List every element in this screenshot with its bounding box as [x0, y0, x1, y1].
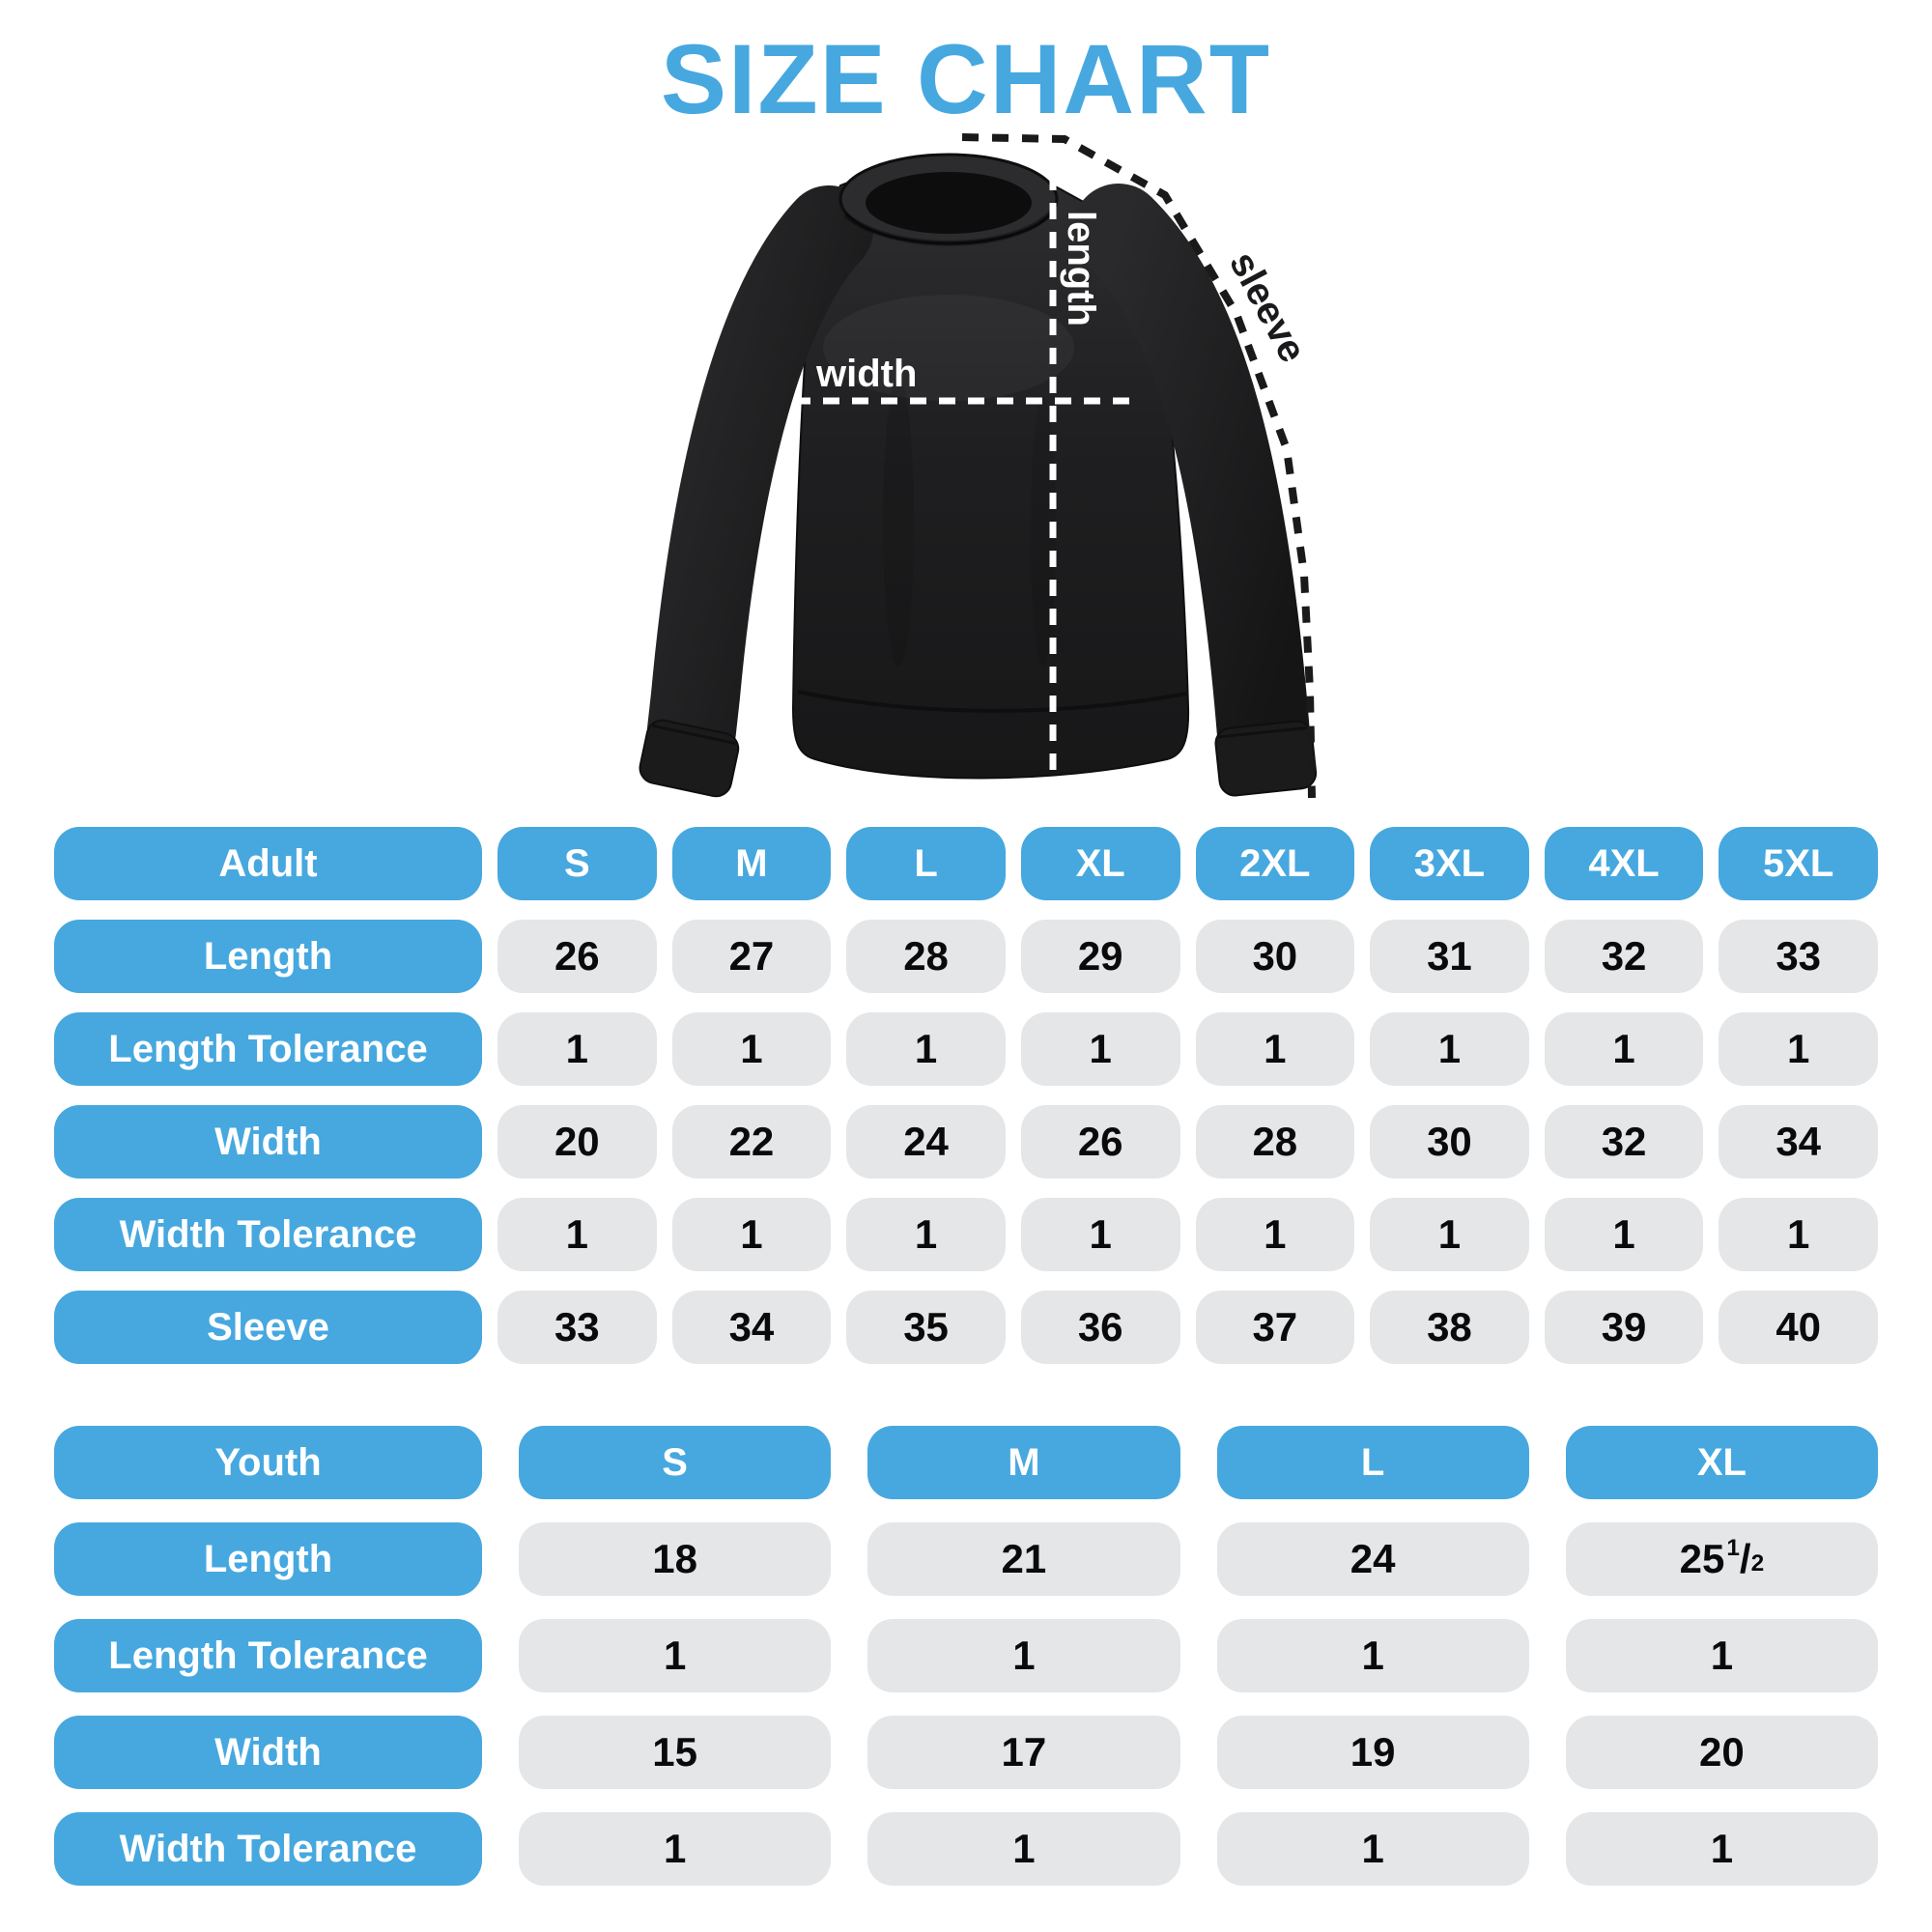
adult-length-value: 26: [497, 920, 657, 993]
adult-width-value: 24: [846, 1105, 1006, 1179]
youth-col-header-s: S: [519, 1426, 831, 1499]
adult-sleeve-value: 38: [1370, 1291, 1529, 1364]
adult-width-tolerance-value: 1: [1719, 1198, 1878, 1271]
page-title: SIZE CHART: [661, 24, 1271, 134]
adult-length-tolerance-value: 1: [1196, 1012, 1355, 1086]
adult-width-value: 30: [1370, 1105, 1529, 1179]
adult-length-value: 29: [1021, 920, 1180, 993]
adult-sleeve-value: 35: [846, 1291, 1006, 1364]
adult-length-value: 30: [1196, 920, 1355, 993]
adult-sleeve-value: 39: [1545, 1291, 1704, 1364]
youth-length-tolerance-value: 1: [1217, 1619, 1529, 1692]
adult-length-tolerance-value: 1: [497, 1012, 657, 1086]
youth-width-tolerance-value: 1: [1566, 1812, 1878, 1886]
adult-width-tolerance-value: 1: [1545, 1198, 1704, 1271]
adult-width-tolerance-value: 1: [1021, 1198, 1180, 1271]
adult-length-tolerance-value: 1: [1545, 1012, 1704, 1086]
adult-width-tolerance-value: 1: [497, 1198, 657, 1271]
adult-sleeve-value: 33: [497, 1291, 657, 1364]
youth-table-title: Youth: [54, 1426, 482, 1499]
youth-width-value: 19: [1217, 1716, 1529, 1789]
adult-col-header-xl: XL: [1021, 827, 1180, 900]
youth-row-label-length-tolerance: Length Tolerance: [54, 1619, 482, 1692]
adult-col-header-2xl: 2XL: [1196, 827, 1355, 900]
adult-width-tolerance-value: 1: [1196, 1198, 1355, 1271]
adult-width-tolerance-value: 1: [1370, 1198, 1529, 1271]
adult-length-tolerance-value: 1: [1719, 1012, 1878, 1086]
adult-sleeve-value: 37: [1196, 1291, 1355, 1364]
sweatshirt-diagram: [609, 116, 1343, 821]
adult-length-value: 28: [846, 920, 1006, 993]
adult-width-tolerance-value: 1: [672, 1198, 832, 1271]
youth-row-label-width-tolerance: Width Tolerance: [54, 1812, 482, 1886]
youth-length-tolerance-value: 1: [1566, 1619, 1878, 1692]
youth-length-tolerance-value: 1: [867, 1619, 1179, 1692]
youth-row-label-length: Length: [54, 1522, 482, 1596]
youth-width-tolerance-value: 1: [867, 1812, 1179, 1886]
youth-row-label-width: Width: [54, 1716, 482, 1789]
adult-length-tolerance-value: 1: [1370, 1012, 1529, 1086]
adult-length-value: 31: [1370, 920, 1529, 993]
adult-length-value: 33: [1719, 920, 1878, 993]
adult-width-tolerance-value: 1: [846, 1198, 1006, 1271]
adult-row-label-width: Width: [54, 1105, 482, 1179]
adult-width-value: 26: [1021, 1105, 1180, 1179]
adult-row-label-length: Length: [54, 920, 482, 993]
youth-length-tolerance-value: 1: [519, 1619, 831, 1692]
sleeve-label: sleeve: [1221, 244, 1315, 370]
right-cuff: [1214, 720, 1318, 797]
youth-col-header-l: L: [1217, 1426, 1529, 1499]
length-label: length: [1060, 211, 1102, 327]
youth-length-value: 25 $^1$ / $_2$: [1566, 1522, 1878, 1596]
adult-length-value: 32: [1545, 920, 1704, 993]
youth-width-value: 15: [519, 1716, 831, 1789]
youth-length-value: 21: [867, 1522, 1179, 1596]
adult-col-header-3xl: 3XL: [1370, 827, 1529, 900]
adult-row-label-length-tolerance: Length Tolerance: [54, 1012, 482, 1086]
adult-width-value: 32: [1545, 1105, 1704, 1179]
youth-col-header-m: M: [867, 1426, 1179, 1499]
youth-width-tolerance-value: 1: [519, 1812, 831, 1886]
adult-sleeve-value: 40: [1719, 1291, 1878, 1364]
adult-row-label-width-tolerance: Width Tolerance: [54, 1198, 482, 1271]
adult-col-header-m: M: [672, 827, 832, 900]
youth-width-value: 20: [1566, 1716, 1878, 1789]
youth-col-header-xl: XL: [1566, 1426, 1878, 1499]
adult-length-tolerance-value: 1: [846, 1012, 1006, 1086]
adult-col-header-4xl: 4XL: [1545, 827, 1704, 900]
adult-width-value: 28: [1196, 1105, 1355, 1179]
youth-length-value: 24: [1217, 1522, 1529, 1596]
width-label: width: [816, 353, 918, 395]
youth-width-tolerance-value: 1: [1217, 1812, 1529, 1886]
adult-col-header-5xl: 5XL: [1719, 827, 1878, 900]
adult-length-tolerance-value: 1: [1021, 1012, 1180, 1086]
adult-width-value: 34: [1719, 1105, 1878, 1179]
adult-sleeve-value: 34: [672, 1291, 832, 1364]
adult-col-header-s: S: [497, 827, 657, 900]
adult-col-header-l: L: [846, 827, 1006, 900]
adult-size-table: [54, 827, 1878, 1364]
adult-width-value: 22: [672, 1105, 832, 1179]
youth-width-value: 17: [867, 1716, 1179, 1789]
adult-width-value: 20: [497, 1105, 657, 1179]
adult-length-value: 27: [672, 920, 832, 993]
adult-row-label-sleeve: Sleeve: [54, 1291, 482, 1364]
youth-length-value: 18: [519, 1522, 831, 1596]
adult-sleeve-value: 36: [1021, 1291, 1180, 1364]
adult-length-tolerance-value: 1: [672, 1012, 832, 1086]
collar-inner: [866, 172, 1032, 234]
fold-shadow: [883, 377, 914, 667]
youth-size-table: [54, 1426, 1878, 1886]
adult-table-title: Adult: [54, 827, 482, 900]
